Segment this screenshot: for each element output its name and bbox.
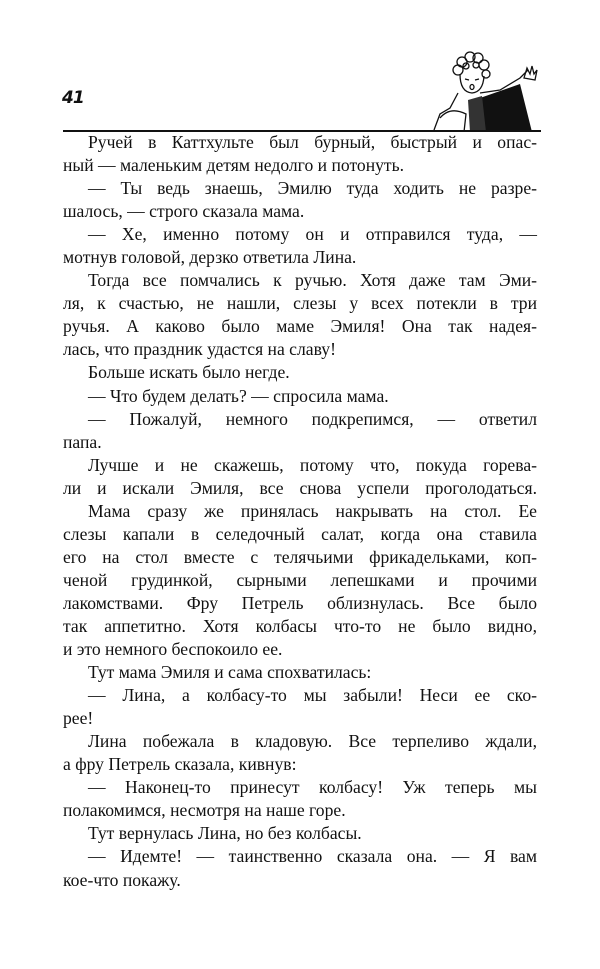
boy-illustration <box>420 48 545 132</box>
text-line: — Хе, именно потому он и отправился туда, — <box>88 224 537 245</box>
text-line: Больше искать было негде. <box>88 362 290 383</box>
text-line: ли и искали Эмиля, все снова успели проголодаться. <box>63 477 537 498</box>
text-line: — Лина, а колбасу-то мы забыли! Неси ее ско- <box>88 685 537 706</box>
text-line: — Наконец-то принесут колбасу! Уж теперь мы <box>88 777 537 798</box>
text-line: лакомствами. Фру Петрель облизнулась. Все было <box>63 592 537 613</box>
text-line: Тут мама Эмиля и сама спохватилась: <box>88 662 372 683</box>
text-line: его на стол вместе с телячьими фрикадельками, коп- <box>63 546 537 567</box>
text-line: рее! <box>63 708 94 729</box>
text-line: а фру Петрель сказала, кивнув: <box>63 754 297 775</box>
text-line: ченой грудинкой, сырными лепешками и прочими <box>63 569 537 590</box>
text-line: ный — маленьким детям недолго и потонуть. <box>63 155 405 176</box>
text-line: полакомимся, несмотря на наше горе. <box>63 800 346 821</box>
text-line: Лучше и не скажешь, потому что, покуда горева- <box>88 454 537 475</box>
text-line: Тут вернулась Лина, но без колбасы. <box>88 823 362 844</box>
text-line: лась, что праздник удастся на славу! <box>63 339 336 360</box>
text-line: мотнув головой, дерзко ответила Лина. <box>63 247 357 268</box>
text-line: шалось, — строго сказала мама. <box>63 201 305 222</box>
body-text <box>63 131 537 892</box>
text-line: Тогда все помчались к ручью. Хотя даже там Эми- <box>88 270 537 291</box>
text-line: — Что будем делать? — спросила мама. <box>88 385 389 406</box>
text-line: ля, к счастью, не нашли, слезы у всех потекли в три <box>63 293 537 314</box>
text-line: и это немного беспокоило ее. <box>63 639 283 660</box>
text-line: так аппетитно. Хотя колбасы что-то не было видно, <box>63 615 537 636</box>
page-number: 41 <box>62 88 84 108</box>
text-line: Ручей в Каттхульте был бурный, быстрый и опас- <box>88 132 537 152</box>
text-line: — Идемте! — таинственно сказала она. — Я вам <box>88 846 537 867</box>
text-line: Лина побежала в кладовую. Все терпеливо ждали, <box>88 731 537 752</box>
text-line: слезы капали в селедочный салат, когда она ставила <box>63 523 537 544</box>
text-line: — Пожалуй, немного подкрепимся, — ответил <box>88 408 537 429</box>
text-line: Мама сразу же принялась накрывать на стол. Ее <box>88 500 537 521</box>
text-line: — Ты ведь знаешь, Эмилю туда ходить не разре- <box>88 178 537 199</box>
text-line: ручья. А каково было маме Эмиля! Она так надея- <box>63 316 537 337</box>
text-line: кое-что покажу. <box>63 869 181 890</box>
text-line: папа. <box>63 431 102 452</box>
